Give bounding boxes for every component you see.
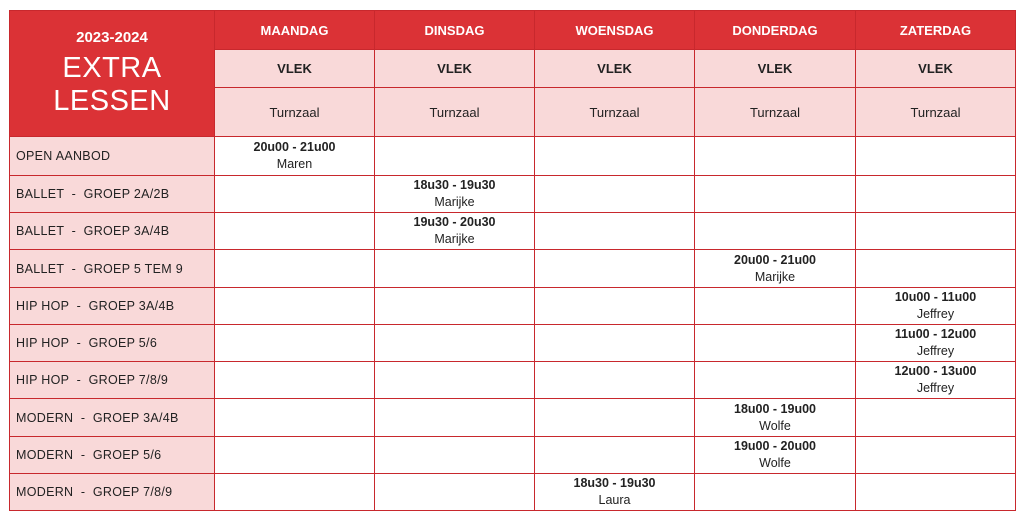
teacher-name: Laura bbox=[598, 493, 631, 507]
lesson-label: MODERN - GROEP 5/6 bbox=[10, 437, 215, 474]
location-cell: VLEK bbox=[695, 50, 856, 88]
schedule-cell bbox=[535, 288, 695, 325]
room-cell: Turnzaal bbox=[695, 88, 856, 137]
table-row bbox=[10, 399, 1016, 437]
schedule-cell bbox=[375, 137, 535, 176]
day-header: WOENSDAG bbox=[535, 11, 695, 50]
schedule-cell bbox=[375, 362, 535, 399]
schedule-cell bbox=[375, 176, 535, 213]
lesson-time: 11u00 - 12u00 bbox=[894, 327, 977, 341]
schedule-cell bbox=[535, 362, 695, 399]
lesson-time: 20u00 - 21u00 bbox=[734, 252, 816, 267]
day-header: DONDERDAG bbox=[695, 11, 856, 50]
lesson-time: 19u30 - 20u30 bbox=[413, 215, 496, 229]
page-title: EXTRA LESSEN bbox=[53, 52, 171, 117]
lesson-label: BALLET - GROEP 3A/4B bbox=[10, 213, 215, 250]
lesson-time: 18u30 - 19u30 bbox=[573, 476, 656, 490]
table-row bbox=[10, 437, 1016, 474]
location-cell: VLEK bbox=[215, 50, 375, 88]
lesson-time: 18u30 - 19u30 bbox=[413, 178, 496, 192]
lesson-label: HIP HOP - GROEP 3A/4B bbox=[10, 288, 215, 325]
schedule-cell bbox=[856, 250, 1016, 288]
location-cell: VLEK bbox=[535, 50, 695, 88]
lesson-label: OPEN AANBOD bbox=[10, 137, 215, 176]
lesson-label: MODERN - GROEP 3A/4B bbox=[10, 399, 215, 437]
schedule-cell bbox=[856, 288, 1016, 325]
day-header: ZATERDAG bbox=[856, 11, 1016, 50]
schedule-cell bbox=[695, 399, 856, 437]
school-year: 2023-2024 bbox=[76, 29, 148, 46]
schedule-cell bbox=[856, 474, 1016, 511]
room-cell: Turnzaal bbox=[375, 88, 535, 137]
schedule-cell bbox=[695, 288, 856, 325]
schedule-cell bbox=[215, 137, 375, 176]
teacher-name: Wolfe bbox=[759, 456, 791, 470]
schedule-cell bbox=[856, 137, 1016, 176]
title-block bbox=[10, 11, 215, 137]
schedule-cell bbox=[215, 437, 375, 474]
table-row bbox=[10, 137, 1016, 176]
table-row bbox=[10, 474, 1016, 511]
schedule-cell bbox=[535, 250, 695, 288]
schedule-cell bbox=[856, 362, 1016, 399]
schedule-cell bbox=[695, 437, 856, 474]
schedule-cell bbox=[535, 325, 695, 362]
teacher-name: Marijke bbox=[434, 195, 475, 209]
table-row bbox=[10, 176, 1016, 213]
table-row bbox=[10, 288, 1016, 325]
table-row bbox=[10, 362, 1016, 399]
lesson-time: 18u00 - 19u00 bbox=[734, 401, 816, 416]
room-cell: Turnzaal bbox=[215, 88, 375, 137]
location-cell: VLEK bbox=[375, 50, 535, 88]
lesson-time: 12u00 - 13u00 bbox=[894, 364, 977, 378]
lesson-label: MODERN - GROEP 7/8/9 bbox=[10, 474, 215, 511]
table-row bbox=[10, 250, 1016, 288]
schedule-cell bbox=[695, 213, 856, 250]
teacher-name: Maren bbox=[276, 157, 313, 171]
schedule-cell bbox=[375, 399, 535, 437]
schedule-cell bbox=[215, 362, 375, 399]
schedule-cell bbox=[375, 325, 535, 362]
schedule-cell bbox=[695, 325, 856, 362]
schedule-cell bbox=[375, 474, 535, 511]
schedule-cell bbox=[856, 213, 1016, 250]
schedule-cell bbox=[695, 250, 856, 288]
schedule-cell bbox=[535, 474, 695, 511]
schedule-cell bbox=[535, 137, 695, 176]
lesson-label: HIP HOP - GROEP 7/8/9 bbox=[10, 362, 215, 399]
lesson-time: 19u00 - 20u00 bbox=[734, 439, 816, 453]
lesson-label: HIP HOP - GROEP 5/6 bbox=[10, 325, 215, 362]
schedule-cell bbox=[695, 137, 856, 176]
lesson-time: 20u00 - 21u00 bbox=[253, 140, 336, 154]
schedule-cell bbox=[215, 288, 375, 325]
teacher-name: Marijke bbox=[434, 232, 475, 246]
schedule-cell bbox=[215, 250, 375, 288]
schedule-cell bbox=[535, 213, 695, 250]
teacher-name: Jeffrey bbox=[916, 307, 955, 321]
schedule-cell bbox=[695, 474, 856, 511]
schedule-cell bbox=[215, 213, 375, 250]
location-cell: VLEK bbox=[856, 50, 1016, 88]
schedule-cell bbox=[215, 474, 375, 511]
day-header: MAANDAG bbox=[215, 11, 375, 50]
schedule-cell bbox=[375, 437, 535, 474]
teacher-name: Wolfe bbox=[759, 418, 791, 433]
schedule-cell bbox=[695, 176, 856, 213]
schedule-cell bbox=[375, 288, 535, 325]
teacher-name: Jeffrey bbox=[916, 381, 955, 395]
schedule-cell bbox=[535, 437, 695, 474]
schedule-cell bbox=[535, 176, 695, 213]
lesson-label: BALLET - GROEP 5 TEM 9 bbox=[10, 250, 215, 288]
schedule-cell bbox=[856, 399, 1016, 437]
table-row bbox=[10, 325, 1016, 362]
schedule-cell bbox=[856, 176, 1016, 213]
table-row bbox=[10, 213, 1016, 250]
lesson-time: 10u00 - 11u00 bbox=[894, 290, 977, 304]
teacher-name: Jeffrey bbox=[916, 344, 955, 358]
schedule-cell bbox=[375, 213, 535, 250]
day-header-row bbox=[10, 11, 1016, 50]
schedule-cell bbox=[215, 176, 375, 213]
schedule-cell bbox=[695, 362, 856, 399]
schedule-cell bbox=[856, 437, 1016, 474]
schedule-cell bbox=[215, 399, 375, 437]
room-cell: Turnzaal bbox=[856, 88, 1016, 137]
schedule-table bbox=[9, 10, 1016, 511]
schedule-cell bbox=[535, 399, 695, 437]
day-header: DINSDAG bbox=[375, 11, 535, 50]
schedule-cell bbox=[375, 250, 535, 288]
schedule-cell bbox=[856, 325, 1016, 362]
schedule-cell bbox=[215, 325, 375, 362]
room-cell: Turnzaal bbox=[535, 88, 695, 137]
teacher-name: Marijke bbox=[754, 269, 796, 284]
lesson-label: BALLET - GROEP 2A/2B bbox=[10, 176, 215, 213]
